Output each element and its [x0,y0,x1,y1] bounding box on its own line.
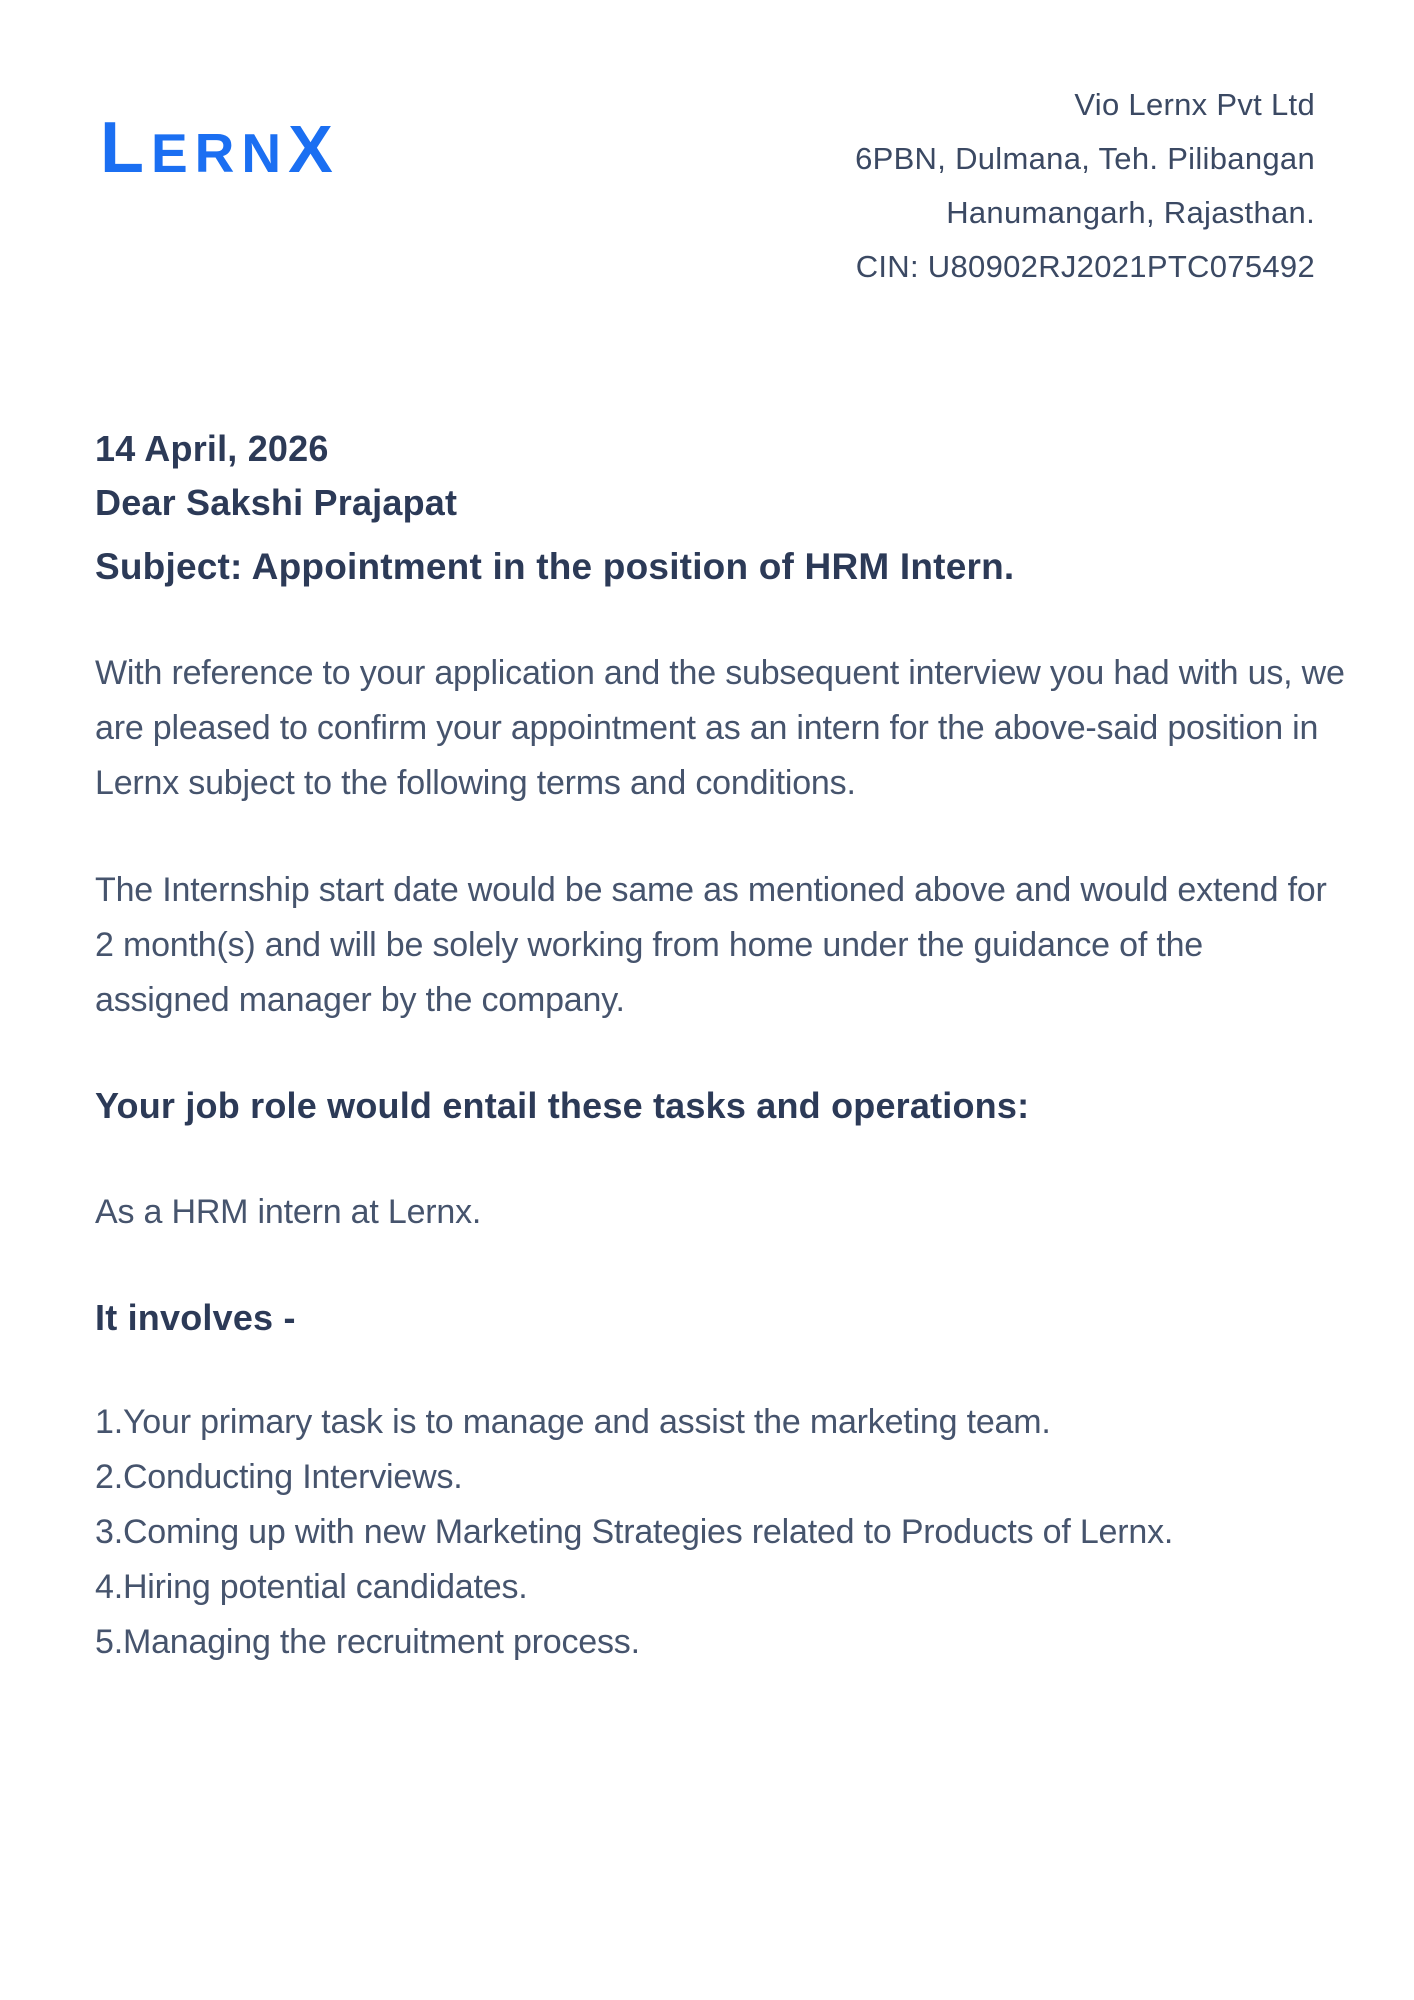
job-role-heading: Your job role would entail these tasks and operations: [95,1085,1030,1126]
logo-letters-ern: ERN [150,122,289,184]
logo-letter-l: L [100,108,151,188]
letter-date: 14 April, 2026 [95,428,329,469]
task-item-5: 5.Managing the recruitment process. [95,1623,640,1661]
task-item-1: 1.Your primary task is to manage and assist the marketing team. [95,1403,1051,1441]
involves-heading: It involves - [95,1297,296,1338]
letter-subject: Subject: Appointment in the position of HRM Intern. [95,546,1015,587]
task-item-3: 3.Coming up with new Marketing Strategies related to Products of Lernx. [95,1513,1174,1551]
job-role-intro: As a HRM intern at Lernx. [95,1193,482,1231]
letter-header [0,0,1414,294]
task-item-2: 2.Conducting Interviews. [95,1458,463,1496]
task-item-4: 4.Hiring potential candidates. [95,1568,528,1606]
company-address-line2: Hanumangarh, Rajasthan. [946,195,1315,230]
company-name: Vio Lernx Pvt Ltd [1074,87,1315,122]
company-cin: CIN: U80902RJ2021PTC075492 [855,249,1315,284]
company-address-block [855,78,1315,294]
letter-greeting: Dear Sakshi Prajapat [95,482,458,523]
company-address-line1: 6PBN, Dulmana, Teh. Pilibangan [855,141,1315,176]
lernx-logo [100,108,340,188]
letter-paragraph-2: The Internship start date would be same as mentioned above and would extend for 2 month(s) and will be solely working from home under the guidance of the assigned manager by the company. [95,871,1327,1019]
letter-content [95,422,1345,1670]
task-list [95,1395,1345,1670]
letter-paragraph-1: With reference to your application and the subsequent interview you had with us, we are pleased to confirm your appointment as an intern for the above-said position in Lernx subject to the following terms and conditions. [95,654,1345,802]
logo-letter-x: X [288,112,340,187]
